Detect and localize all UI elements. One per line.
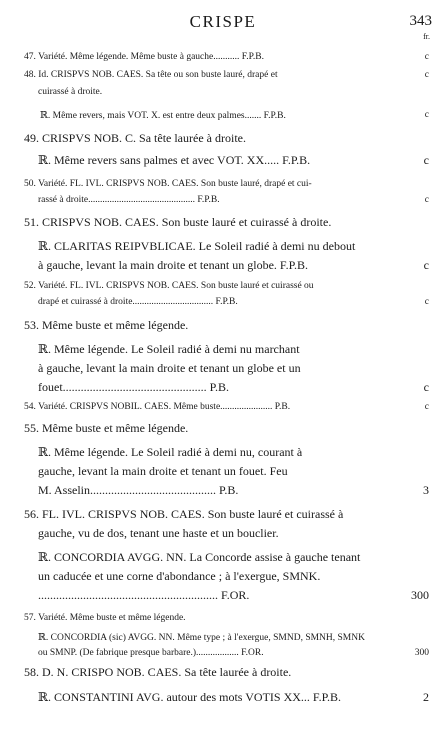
price-column-label: fr.	[423, 32, 430, 41]
page-header	[0, 12, 446, 41]
page-number: 343	[409, 13, 432, 29]
running-title: CRISPE	[189, 12, 257, 31]
